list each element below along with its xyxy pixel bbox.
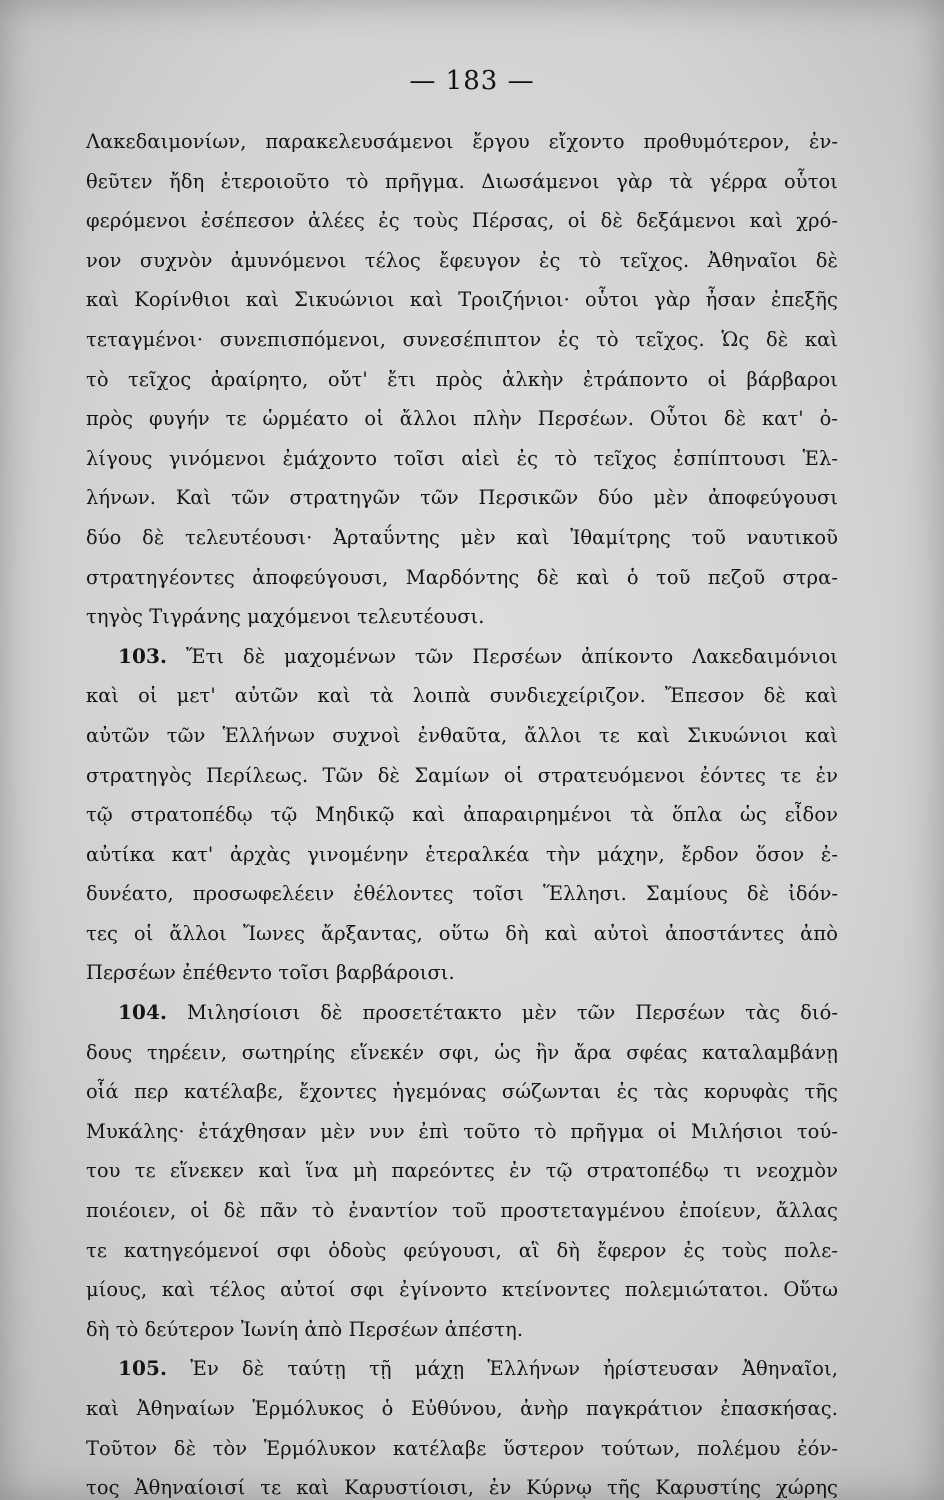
text-line (86, 478, 838, 518)
line-text: οἷά περ κατέλαβε, ἔχοντες ἡγεμόνας σώζωνται ἐς τὰς κορυφὰς τῆς (86, 1080, 838, 1104)
line-text: καὶ οἱ μετ' αὐτῶν καὶ τὰ λοιπὰ συνδιεχείριζον. Ἔπεσον δὲ καὶ (86, 684, 838, 708)
text-line (86, 558, 838, 598)
text-line (86, 1429, 838, 1469)
line-text: τε κατηγεόμενοί σφι ὁδοὺς φεύγουσι, αἳ δὴ ἔφερον ἐς τοὺς πολε- (86, 1238, 838, 1262)
line-text: δους τηρέειν, σωτηρίης εἵνεκέν σφι, ὡς ἢν ἄρα σφέας καταλαμβάνῃ (86, 1040, 838, 1064)
text-line (86, 201, 838, 241)
text-line (86, 874, 838, 914)
line-text: πρὸς φυγήν τε ὡρμέατο οἱ ἄλλοι πλὴν Περσέων. Οὗτοι δὲ κατ' ὀ- (86, 407, 838, 431)
text-line (86, 439, 838, 479)
section-number: 103. (118, 643, 168, 668)
text-line (86, 676, 838, 716)
text-line (86, 1231, 838, 1271)
line-text: τες οἱ ἄλλοι Ἴωνες ἄρξαντας, οὕτω δὴ καὶ αὐτοὶ ἀποστάντες ἀπὸ (86, 921, 838, 945)
line-text: του τε εἵνεκεν καὶ ἵνα μὴ παρεόντες ἐν τῷ στρατοπέδῳ τι νεοχμὸν (86, 1159, 838, 1183)
line-text: δυνέατο, προσωφελέειν ἐθέλοντες τοῖσι Ἕλλησι. Σαμίους δὲ ἰδόν- (86, 882, 838, 906)
line-text: αὐτῶν τῶν Ἑλλήνων συχνοὶ ἐνθαῦτα, ἄλλοι τε καὶ Σικυώνιοι καὶ (86, 723, 838, 747)
page-number: — 183 — (409, 66, 535, 96)
section-number: 105. (118, 1356, 168, 1381)
text-line (86, 320, 838, 360)
line-text: μίους, καὶ τέλος αὐτοί σφι ἐγίνοντο κτείνοντες πολεμιώτατοι. Οὕτω (86, 1278, 838, 1302)
body-text (86, 122, 838, 1500)
line-text: τος Ἀθηναίοισί τε καὶ Καρυστίοισι, ἐν Κύρνῳ τῆς Καρυστίης χώρης (86, 1476, 838, 1500)
line-text: στρατηγὸς Περίλεως. Τῶν δὲ Σαμίων οἱ στρατευόμενοι ἐόντες τε ἐν (86, 763, 838, 787)
line-text: Ἐν δὲ ταύτῃ τῇ μάχῃ Ἑλλήνων ἠρίστευσαν Ἀθηναῖοι, (190, 1357, 838, 1381)
text-line (86, 360, 838, 400)
line-text: τὸ τεῖχος ἀραίρητο, οὔτ' ἔτι πρὸς ἀλκὴν ἐτράποντο οἱ βάρβαροι (86, 367, 838, 391)
text-line (86, 1033, 838, 1073)
text-line (86, 162, 838, 202)
text-line (86, 914, 838, 954)
text-line (86, 241, 838, 281)
text-line (86, 597, 838, 637)
line-text: φερόμενοι ἐσέπεσον ἀλέες ἐς τοὺς Πέρσας, οἱ δὲ δεξάμενοι καὶ χρό- (86, 209, 838, 233)
text-line (86, 1310, 838, 1350)
text-line (86, 835, 838, 875)
text-line (86, 637, 838, 677)
text-line (86, 280, 838, 320)
text-line (86, 1389, 838, 1429)
line-text: Περσέων ἐπέθεντο τοῖσι βαρβάροισι. (86, 961, 455, 985)
text-line (86, 399, 838, 439)
text-line (86, 953, 838, 993)
text-line (86, 993, 838, 1033)
line-text: Τοῦτον δὲ τὸν Ἑρμόλυκον κατέλαβε ὕστερον τούτων, πολέμου ἐόν- (86, 1436, 838, 1460)
text-line (86, 1468, 838, 1500)
line-text: Ἔτι δὲ μαχομένων τῶν Περσέων ἀπίκοντο Λακεδαιμόνιοι (185, 644, 839, 668)
text-line (86, 122, 838, 162)
text-line (86, 1349, 838, 1389)
text-line (86, 1191, 838, 1231)
section-number: 104. (118, 1000, 168, 1025)
line-text: τῷ στρατοπέδῳ τῷ Μηδικῷ καὶ ἀπαραιρημένοι τὰ ὅπλα ὡς εἶδον (86, 803, 838, 827)
line-text: στρατηγέοντες ἀποφεύγουσι, Μαρδόντης δὲ καὶ ὁ τοῦ πεζοῦ στρα- (86, 565, 838, 589)
line-text: καὶ Κορίνθιοι καὶ Σικυώνιοι καὶ Τροιζήνιοι· οὗτοι γὰρ ἦσαν ἐπεξῆς (86, 288, 838, 312)
line-text: Λακεδαιμονίων, παρακελευσάμενοι ἔργου εἴχοντο προθυμότερον, ἐν- (86, 130, 838, 153)
line-text: Μυκάλης· ἐτάχθησαν μὲν νυν ἐπὶ τοῦτο τὸ πρῆγμα οἱ Μιλήσιοι τού- (86, 1119, 838, 1143)
line-text: ποιέοιεν, οἱ δὲ πᾶν τὸ ἐναντίον τοῦ προστεταγμένου ἐποίευν, ἄλλας (86, 1199, 838, 1223)
line-text: τεταγμένοι· συνεπισπόμενοι, συνεσέπιπτον ἐς τὸ τεῖχος. Ὡς δὲ καὶ (86, 327, 838, 351)
line-text: λίγους γινόμενοι ἐμάχοντο τοῖσι αἰεὶ ἐς τὸ τεῖχος ἐσπίπτουσι Ἑλ- (86, 446, 838, 470)
line-text: αὐτίκα κατ' ἀρχὰς γινομένην ἑτεραλκέα τὴν μάχην, ἔρδον ὅσον ἐ- (86, 842, 838, 866)
text-line (86, 518, 838, 558)
text-line (86, 1112, 838, 1152)
line-text: νον συχνὸν ἀμυνόμενοι τέλος ἔφευγον ἐς τὸ τεῖχος. Ἀθηναῖοι δὲ (86, 248, 838, 272)
text-line (86, 1270, 838, 1310)
line-text: καὶ Ἀθηναίων Ἑρμόλυκος ὁ Εὐθύνου, ἀνὴρ παγκράτιον ἐπασκήσας. (86, 1397, 838, 1420)
text-line (86, 795, 838, 835)
line-text: δύο δὲ τελευτέουσι· Ἀρταΰντης μὲν καὶ Ἰθαμίτρης τοῦ ναυτικοῦ (86, 525, 838, 549)
line-text: λήνων. Καὶ τῶν στρατηγῶν τῶν Περσικῶν δύο μὲν ἀποφεύγουσι (86, 486, 838, 510)
line-text: θεῦτεν ἤδη ἑτεροιοῦτο τὸ πρῆγμα. Διωσάμενοι γὰρ τὰ γέρρα οὗτοι (86, 169, 838, 193)
line-text: Μιλησίοισι δὲ προσετέτακτο μὲν τῶν Περσέων τὰς διό- (187, 1001, 839, 1025)
text-line (86, 756, 838, 796)
text-line (86, 716, 838, 756)
line-text: δὴ τὸ δεύτερον Ἰωνίη ἀπὸ Περσέων ἀπέστη. (86, 1317, 524, 1341)
text-line (86, 1151, 838, 1191)
text-line (86, 1072, 838, 1112)
line-text: τηγὸς Τιγράνης μαχόμενοι τελευτέουσι. (86, 605, 485, 629)
